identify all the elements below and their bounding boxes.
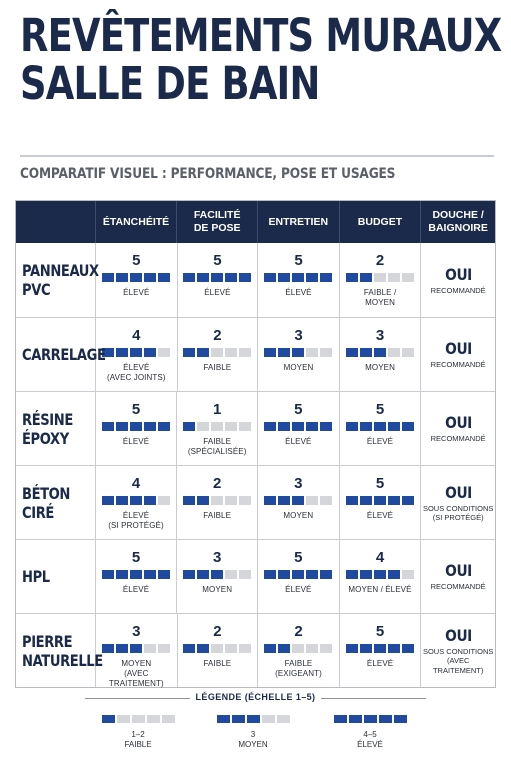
score-segment-filled [374, 422, 386, 431]
score-segment-filled [116, 570, 128, 579]
level-label: ÉLEVÉ [204, 288, 231, 297]
material-name-text: PIERRE NATURELLE [22, 631, 103, 670]
score-value: 4 [131, 475, 141, 492]
legend-range: 3 [250, 730, 256, 739]
score-segment-filled [130, 273, 142, 282]
score-segment-filled [130, 348, 142, 357]
rating-cell [177, 614, 258, 687]
score-segment-filled [183, 273, 195, 282]
score-bar [264, 273, 332, 282]
score-value: 5 [375, 475, 385, 492]
level-label: FAIBLE [203, 363, 232, 372]
score-bar [102, 644, 170, 653]
score-segment-filled [102, 644, 114, 653]
legend-label: MOYEN [238, 740, 268, 749]
level-label: ÉLEVÉ [285, 437, 312, 446]
score-bar [102, 496, 170, 505]
score-segment-filled [278, 348, 290, 357]
score-segment-filled [334, 715, 347, 723]
score-bar [346, 644, 414, 653]
level-label: MOYEN [202, 585, 233, 594]
level-label: ÉLEVÉ [366, 437, 394, 446]
score-value: 2 [294, 623, 303, 640]
score-bar [183, 496, 251, 505]
rating-cell [257, 466, 339, 539]
level-label: ÉLEVÉ [366, 659, 394, 668]
level-label: ÉLEVÉ [285, 288, 312, 297]
score-segment-filled [379, 715, 392, 723]
legend-label: ÉLEVÉ [357, 740, 383, 749]
column-header: ENTRETIEN [257, 201, 339, 243]
rating-cell [95, 466, 177, 539]
score-segment-filled [388, 496, 400, 505]
score-segment-empty [239, 348, 251, 357]
score-segment-filled [183, 348, 195, 357]
rating-cell [339, 540, 421, 613]
score-segment-filled [306, 570, 318, 579]
score-segment-empty [225, 570, 237, 579]
score-bar [346, 496, 414, 505]
rating-cell [339, 614, 421, 687]
score-segment-filled [402, 644, 414, 653]
score-segment-filled [102, 570, 114, 579]
level-label: ÉLEVÉ [123, 288, 150, 297]
score-segment-filled [247, 715, 260, 723]
score-bar [183, 422, 251, 431]
rating-cell [95, 243, 177, 317]
score-segment-filled [264, 570, 276, 579]
score-segment-empty [162, 715, 175, 723]
legend-range: 1–2 [131, 730, 145, 739]
score-bar [346, 570, 414, 579]
score-segment-empty [117, 715, 130, 723]
score-segment-filled [116, 348, 128, 357]
score-segment-filled [292, 422, 304, 431]
score-segment-filled [264, 422, 276, 431]
rating-cell [257, 540, 339, 613]
level-label: ÉLEVÉ [122, 437, 150, 446]
score-segment-filled [278, 422, 290, 431]
page-subtitle: COMPARATIF VISUEL : PERFORMANCE, POSE ET USAGES [20, 166, 396, 182]
legend-range: 4–5 [363, 730, 377, 739]
score-segment-filled [217, 715, 230, 723]
rating-cell [257, 614, 339, 687]
score-segment-empty [239, 496, 251, 505]
score-value: 2 [213, 475, 222, 492]
rating-cell [95, 318, 177, 391]
score-segment-empty [132, 715, 145, 723]
table-row [16, 317, 495, 391]
table-body [16, 243, 495, 687]
title-line-2: SALLE DE BAIN [20, 57, 320, 110]
score-segment-filled [116, 496, 128, 505]
score-segment-filled [183, 496, 195, 505]
score-segment-filled [183, 570, 195, 579]
level-label: ÉLEVÉ (AVEC JOINTS) [107, 363, 166, 382]
level-label: FAIBLE / MOYEN [363, 288, 397, 307]
score-segment-empty [211, 496, 223, 505]
rating-cell [95, 614, 177, 687]
legend-item [213, 715, 293, 750]
score-segment-filled [116, 273, 128, 282]
material-name [16, 318, 106, 391]
score-segment-empty [239, 422, 251, 431]
column-header: BUDGET [339, 201, 421, 243]
score-segment-empty [402, 273, 414, 282]
score-segment-filled [346, 644, 358, 653]
material-name [16, 466, 95, 539]
score-value: 5 [131, 549, 141, 566]
score-segment-filled [388, 644, 400, 653]
rating-cell [339, 318, 421, 391]
shower-cell [420, 243, 495, 317]
level-label: MOYEN [283, 363, 314, 372]
column-header: ÉTANCHÉITÉ [95, 201, 177, 243]
score-segment-filled [211, 273, 223, 282]
rating-cell [257, 318, 339, 391]
score-segment-filled [388, 422, 400, 431]
score-segment-filled [130, 644, 142, 653]
score-segment-filled [197, 273, 209, 282]
shower-suitability [443, 265, 474, 284]
score-segment-filled [320, 273, 332, 282]
score-segment-filled [264, 496, 276, 505]
score-segment-filled [102, 715, 115, 723]
shower-note: RECOMMANDÉ [430, 434, 486, 444]
level-label: FAIBLE (SPÉCIALISÉE) [187, 437, 247, 456]
rating-cell [176, 392, 257, 465]
rating-cell [257, 392, 339, 465]
score-bar [264, 496, 332, 505]
shower-suitability-text: OUI [444, 413, 472, 433]
score-segment-empty [306, 644, 318, 653]
table-row [16, 391, 495, 465]
score-segment-empty [277, 715, 290, 723]
score-bar [346, 422, 414, 431]
legend-label: FAIBLE [124, 740, 152, 749]
score-segment-filled [360, 496, 372, 505]
shower-suitability [443, 413, 474, 432]
score-segment-filled [306, 422, 318, 431]
score-value: 2 [375, 252, 385, 269]
score-value: 5 [132, 252, 141, 269]
score-segment-filled [278, 496, 290, 505]
shower-suitability [443, 626, 474, 645]
score-segment-empty [239, 570, 251, 579]
score-value: 5 [375, 623, 385, 640]
score-bar [264, 348, 332, 357]
score-segment-filled [102, 496, 114, 505]
score-segment-empty [239, 644, 251, 653]
shower-suitability-text: OUI [444, 339, 472, 359]
material-name-text: HPL [22, 567, 50, 586]
shower-cell [420, 392, 495, 465]
rating-cell [95, 392, 177, 465]
score-segment-filled [388, 570, 400, 579]
score-segment-filled [158, 422, 170, 431]
score-segment-empty [211, 348, 223, 357]
title-divider [20, 155, 494, 157]
shower-note: SOUS CONDITIONS (AVEC TRAITEMENT) [422, 646, 494, 675]
score-bar [346, 348, 414, 357]
material-name [16, 243, 99, 317]
score-value: 3 [132, 623, 141, 640]
score-value: 3 [294, 327, 303, 344]
score-segment-filled [144, 570, 156, 579]
score-segment-empty [225, 644, 237, 653]
score-segment-filled [144, 348, 156, 357]
table-row [16, 243, 495, 317]
score-bar [183, 348, 251, 357]
shower-note: SOUS CONDITIONS (SI PROTÉGÉ) [422, 503, 494, 522]
score-segment-filled [197, 348, 209, 357]
level-label: FAIBLE (EXIGEANT) [275, 659, 322, 678]
shower-suitability [443, 483, 474, 502]
score-segment-filled [102, 273, 114, 282]
material-name [16, 392, 95, 465]
score-segment-filled [349, 715, 362, 723]
score-bar [264, 570, 332, 579]
score-bar [264, 644, 332, 653]
page-title [20, 9, 502, 110]
score-segment-filled [130, 570, 142, 579]
table-row [16, 539, 495, 613]
score-segment-filled [292, 496, 304, 505]
rating-cell [257, 243, 339, 317]
score-segment-empty [306, 496, 318, 505]
score-segment-filled [144, 422, 156, 431]
score-segment-filled [144, 273, 156, 282]
score-value: 5 [375, 401, 385, 418]
shower-suitability [443, 561, 474, 580]
score-segment-filled [197, 570, 209, 579]
level-label: FAIBLE [203, 511, 232, 520]
score-segment-filled [374, 348, 386, 357]
score-segment-filled [278, 644, 290, 653]
score-bar [346, 273, 414, 282]
score-value: 4 [132, 327, 141, 344]
score-segment-empty [388, 348, 400, 357]
column-header [16, 201, 95, 243]
score-segment-filled [232, 715, 245, 723]
score-bar [183, 570, 251, 579]
score-segment-filled [402, 422, 414, 431]
score-segment-filled [346, 496, 358, 505]
score-segment-empty [262, 715, 275, 723]
rating-cell [339, 392, 421, 465]
score-segment-empty [320, 348, 332, 357]
score-bar [102, 348, 170, 357]
score-segment-filled [360, 570, 372, 579]
score-segment-empty [147, 715, 160, 723]
shower-cell [420, 614, 495, 687]
rating-cell [95, 540, 177, 613]
level-label: FAIBLE [203, 659, 232, 668]
shower-suitability-text: OUI [444, 264, 472, 284]
score-segment-filled [374, 496, 386, 505]
material-name-text: PANNEAUX PVC [22, 261, 99, 299]
score-bar [183, 644, 251, 653]
comparison-table [15, 200, 496, 688]
score-segment-empty [225, 422, 237, 431]
score-segment-filled [360, 644, 372, 653]
level-label: MOYEN / ÉLEVÉ [348, 585, 412, 594]
score-value: 2 [213, 623, 222, 640]
score-segment-empty [292, 644, 304, 653]
score-bar [102, 715, 175, 723]
score-segment-filled [130, 422, 142, 431]
score-value: 4 [375, 549, 385, 566]
score-segment-empty [402, 570, 414, 579]
score-segment-filled [183, 644, 195, 653]
score-segment-filled [306, 273, 318, 282]
score-segment-empty [225, 348, 237, 357]
score-segment-empty [211, 644, 223, 653]
score-value: 3 [213, 549, 222, 566]
score-segment-empty [144, 644, 156, 653]
shower-note: RECOMMANDÉ [430, 285, 486, 295]
score-segment-filled [292, 348, 304, 357]
score-segment-empty [320, 496, 332, 505]
shower-cell [420, 466, 495, 539]
score-segment-empty [320, 644, 332, 653]
level-label: ÉLEVÉ (SI PROTÉGÉ) [108, 511, 164, 530]
score-segment-filled [360, 348, 372, 357]
score-segment-empty [225, 496, 237, 505]
column-header: DOUCHE / BAIGNOIRE [420, 201, 495, 243]
score-bar [264, 422, 332, 431]
score-value: 5 [294, 549, 303, 566]
score-segment-filled [374, 644, 386, 653]
score-bar [183, 273, 251, 282]
score-segment-empty [402, 348, 414, 357]
rating-cell [177, 318, 258, 391]
table-header [16, 201, 495, 243]
rating-cell [339, 466, 421, 539]
score-segment-empty [306, 348, 318, 357]
level-label: ÉLEVÉ [285, 585, 312, 594]
level-label: ÉLEVÉ [366, 511, 394, 520]
score-segment-filled [158, 570, 170, 579]
rating-cell [339, 243, 421, 317]
score-segment-filled [264, 273, 276, 282]
score-value: 1 [213, 401, 222, 418]
title-line-1: REVÊTEMENTS MURAUX [20, 9, 502, 62]
score-segment-filled [197, 496, 209, 505]
score-segment-filled [374, 570, 386, 579]
score-segment-empty [158, 496, 170, 505]
score-segment-filled [130, 496, 142, 505]
score-segment-filled [278, 273, 290, 282]
score-segment-filled [102, 422, 114, 431]
table-row [16, 465, 495, 539]
score-value: 2 [213, 327, 222, 344]
legend-item [98, 715, 178, 750]
score-segment-empty [197, 422, 209, 431]
legend-title: LÉGENDE (ÉCHELLE 1–5) [0, 692, 511, 702]
score-value: 5 [294, 252, 303, 269]
score-bar [102, 570, 170, 579]
score-segment-filled [264, 348, 276, 357]
score-value: 5 [131, 401, 141, 418]
shower-note: RECOMMANDÉ [430, 360, 486, 370]
score-segment-empty [158, 348, 170, 357]
score-segment-filled [364, 715, 377, 723]
table-row [16, 613, 495, 687]
score-segment-filled [320, 422, 332, 431]
score-value: 3 [375, 327, 385, 344]
score-segment-filled [158, 273, 170, 282]
material-name [16, 614, 103, 687]
shower-cell [420, 318, 495, 391]
material-name [16, 540, 95, 613]
score-segment-filled [346, 570, 358, 579]
rating-cell [176, 540, 257, 613]
score-segment-filled [116, 422, 128, 431]
score-segment-filled [278, 570, 290, 579]
score-segment-filled [360, 422, 372, 431]
score-segment-filled [292, 273, 304, 282]
score-segment-filled [225, 273, 237, 282]
shower-note: RECOMMANDÉ [430, 582, 486, 592]
rating-cell [177, 243, 258, 317]
score-value: 5 [294, 401, 303, 418]
shower-cell [420, 540, 495, 613]
legend-item [330, 715, 410, 750]
score-segment-filled [116, 644, 128, 653]
score-segment-filled [360, 273, 372, 282]
score-segment-filled [144, 496, 156, 505]
level-label: MOYEN [365, 363, 395, 372]
score-segment-empty [158, 644, 170, 653]
column-header: FACILITÉ DE POSE [176, 201, 257, 243]
score-segment-filled [197, 644, 209, 653]
score-value: 3 [294, 475, 303, 492]
score-segment-filled [346, 273, 358, 282]
shower-suitability [443, 339, 474, 358]
score-segment-filled [346, 348, 358, 357]
material-name-text: BÉTON CIRÉ [22, 483, 70, 522]
material-name-text: CARRELAGE [22, 345, 106, 364]
material-name-text: RÉSINE ÉPOXY [22, 409, 73, 448]
score-segment-filled [264, 644, 276, 653]
level-label: ÉLEVÉ [122, 585, 150, 594]
score-segment-filled [394, 715, 407, 723]
score-segment-filled [402, 496, 414, 505]
shower-suitability-text: OUI [444, 625, 472, 645]
score-segment-filled [183, 422, 195, 431]
rating-cell [176, 466, 257, 539]
score-segment-filled [320, 570, 332, 579]
score-bar [217, 715, 290, 723]
score-bar [102, 273, 170, 282]
score-value: 5 [213, 252, 222, 269]
score-segment-filled [292, 570, 304, 579]
score-segment-filled [346, 422, 358, 431]
level-label: MOYEN [283, 511, 314, 520]
score-segment-empty [388, 273, 400, 282]
score-bar [102, 422, 170, 431]
score-bar [334, 715, 407, 723]
score-segment-empty [211, 422, 223, 431]
score-segment-filled [239, 273, 251, 282]
score-segment-empty [374, 273, 386, 282]
level-label: MOYEN (AVEC TRAITEMENT) [108, 659, 164, 688]
shower-suitability-text: OUI [444, 561, 472, 581]
shower-suitability-text: OUI [444, 482, 472, 502]
score-segment-filled [211, 570, 223, 579]
